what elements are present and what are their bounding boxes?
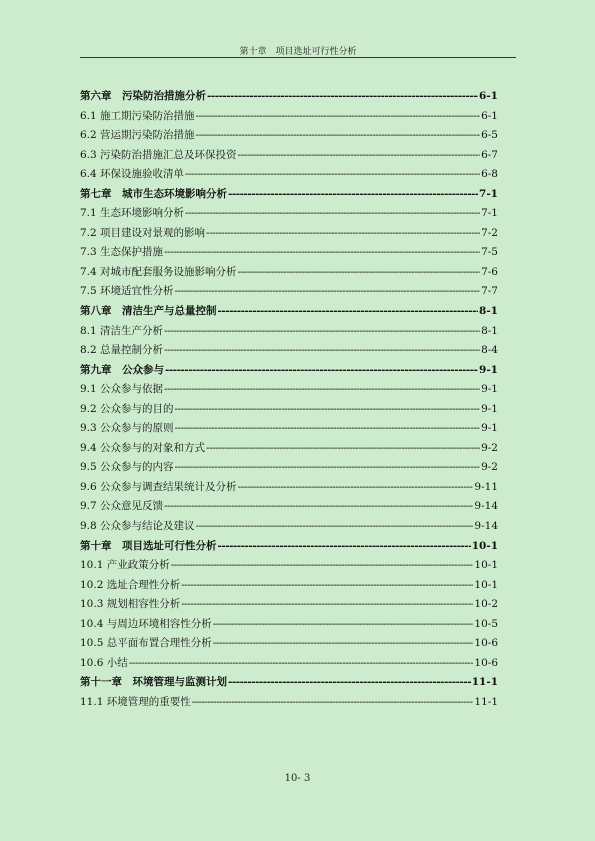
toc-leader-dots: [175, 422, 481, 434]
toc-chapter-entry[interactable]: [80, 303, 498, 323]
toc-entry-title: 6.4 环保设施验收清单: [80, 168, 185, 181]
toc-section-entry[interactable]: [80, 264, 498, 284]
toc-entry-title: 9.1 公众参与依据: [80, 383, 164, 396]
toc-entry-page: 7-1: [479, 187, 498, 200]
toc-entry-page: 9-2: [481, 461, 498, 474]
toc-entry-page: 9-1: [481, 402, 498, 415]
toc-leader-dots: [218, 305, 479, 317]
toc-section-entry[interactable]: [80, 518, 498, 538]
toc-leader-dots: [196, 110, 481, 122]
toc-leader-dots: [196, 520, 474, 532]
toc-entry-page: 10-6: [474, 637, 498, 650]
toc-section-entry[interactable]: [80, 577, 498, 597]
toc-leader-dots: [238, 149, 481, 161]
toc-leader-dots: [218, 540, 471, 552]
toc-section-entry[interactable]: [80, 127, 498, 147]
toc-leader-dots: [207, 90, 478, 102]
toc-chapter-entry[interactable]: [80, 538, 498, 558]
toc-section-entry[interactable]: [80, 205, 498, 225]
toc-section-entry[interactable]: [80, 108, 498, 128]
toc-leader-dots: [238, 266, 481, 278]
toc-leader-dots: [196, 129, 481, 141]
toc-entry-title: 6.1 施工期污染防治措施: [80, 109, 195, 122]
toc-section-entry[interactable]: [80, 283, 498, 303]
toc-entry-title: 7.1 生态环境影响分析: [80, 207, 185, 220]
toc-entry-page: 7-2: [481, 226, 498, 239]
toc-entry-title: 第九章 公众参与: [80, 363, 164, 376]
toc-entry-title: 9.3 公众参与的原则: [80, 422, 174, 435]
toc-leader-dots: [213, 637, 474, 649]
toc-entry-page: 8-1: [479, 305, 498, 318]
toc-entry-page: 11-1: [474, 695, 498, 708]
toc-leader-dots: [129, 657, 474, 669]
toc-leader-dots: [185, 168, 480, 180]
toc-section-entry[interactable]: [80, 635, 498, 655]
toc-leader-dots: [164, 246, 480, 258]
toc-entry-title: 第十一章 环境管理与监测计划: [80, 676, 227, 689]
toc-entry-title: 8.2 总量控制分析: [80, 344, 164, 357]
toc-entry-title: 6.2 营运期污染防治措施: [80, 129, 195, 142]
toc-entry-title: 10.5 总平面布置合理性分析: [80, 637, 212, 650]
header-divider: [80, 57, 516, 58]
toc-section-entry[interactable]: [80, 655, 498, 675]
toc-entry-title: 9.2 公众参与的目的: [80, 402, 174, 415]
table-of-contents: [80, 88, 498, 714]
toc-section-entry[interactable]: [80, 166, 498, 186]
toc-leader-dots: [171, 559, 474, 571]
toc-entry-page: 10-1: [474, 559, 498, 572]
toc-entry-title: 7.3 生态保护措施: [80, 246, 164, 259]
toc-leader-dots: [175, 403, 481, 415]
toc-section-entry[interactable]: [80, 323, 498, 343]
toc-entry-page: 6-7: [481, 148, 498, 161]
toc-section-entry[interactable]: [80, 440, 498, 460]
toc-entry-page: 9-11: [474, 480, 498, 493]
toc-leader-dots: [165, 364, 478, 376]
toc-entry-page: 8-4: [481, 344, 498, 357]
toc-entry-page: 7-7: [481, 285, 498, 298]
toc-leader-dots: [175, 285, 481, 297]
toc-entry-title: 10.4 与周边环境相容性分析: [80, 617, 212, 630]
toc-section-entry[interactable]: [80, 459, 498, 479]
toc-section-entry[interactable]: [80, 596, 498, 616]
toc-entry-page: 10-6: [474, 656, 498, 669]
toc-entry-page: 10-1: [474, 578, 498, 591]
toc-section-entry[interactable]: [80, 225, 498, 245]
toc-entry-page: 10-5: [474, 617, 498, 630]
toc-entry-page: 9-14: [474, 520, 498, 533]
toc-entry-page: 9-14: [474, 500, 498, 513]
page-header-title: 第十章 项目选址可行性分析: [239, 47, 357, 57]
toc-entry-page: 6-1: [479, 90, 498, 102]
toc-section-entry[interactable]: [80, 694, 498, 714]
toc-chapter-entry[interactable]: [80, 186, 498, 206]
toc-entry-title: 10.2 选址合理性分析: [80, 578, 181, 591]
toc-entry-title: 第六章 污染防治措施分析: [80, 90, 206, 102]
toc-leader-dots: [164, 383, 480, 395]
toc-entry-title: 9.7 公众意见反馈: [80, 500, 164, 513]
toc-entry-page: 9-1: [481, 383, 498, 396]
toc-entry-page: 8-1: [481, 324, 498, 337]
page-number: 10- 3: [284, 773, 311, 784]
toc-leader-dots: [238, 481, 474, 493]
toc-leader-dots: [213, 618, 474, 630]
toc-entry-page: 6-5: [481, 129, 498, 142]
toc-leader-dots: [206, 442, 480, 454]
toc-entry-title: 9.4 公众参与的对象和方式: [80, 441, 206, 454]
toc-leader-dots: [164, 325, 480, 337]
toc-chapter-entry[interactable]: [80, 88, 498, 108]
toc-entry-title: 7.4 对城市配套服务设施影响分析: [80, 265, 237, 278]
toc-section-entry[interactable]: [80, 381, 498, 401]
toc-entry-title: 7.5 环境适宜性分析: [80, 285, 174, 298]
toc-section-entry[interactable]: [80, 616, 498, 636]
toc-entry-title: 9.6 公众参与调查结果统计及分析: [80, 480, 237, 493]
toc-entry-title: 9.5 公众参与的内容: [80, 461, 174, 474]
toc-section-entry[interactable]: [80, 401, 498, 421]
toc-entry-page: 9-2: [481, 441, 498, 454]
toc-section-entry[interactable]: [80, 420, 498, 440]
toc-leader-dots: [181, 579, 473, 591]
toc-leader-dots: [175, 461, 481, 473]
toc-entry-title: 8.1 清洁生产分析: [80, 324, 164, 337]
toc-leader-dots: [206, 227, 480, 239]
toc-section-entry[interactable]: [80, 244, 498, 264]
toc-entry-title: 第十章 项目选址可行性分析: [80, 539, 217, 552]
toc-entry-title: 6.3 污染防治措施汇总及环保投资: [80, 148, 237, 161]
toc-entry-page: 9-1: [481, 422, 498, 435]
toc-entry-page: 6-8: [481, 168, 498, 181]
toc-entry-title: 10.6 小结: [80, 656, 128, 669]
toc-entry-title: 11.1 环境管理的重要性: [80, 695, 191, 708]
toc-entry-title: 7.2 项目建设对景观的影响: [80, 226, 206, 239]
toc-entry-page: 10-1: [471, 539, 498, 552]
toc-leader-dots: [228, 676, 471, 688]
toc-section-entry[interactable]: [80, 498, 498, 518]
toc-chapter-entry[interactable]: [80, 362, 498, 382]
toc-leader-dots: [192, 696, 474, 708]
toc-entry-page: 10-2: [474, 598, 498, 611]
toc-entry-page: 9-1: [479, 363, 498, 376]
toc-section-entry[interactable]: [80, 147, 498, 167]
toc-leader-dots: [164, 344, 480, 356]
toc-entry-page: 6-1: [481, 109, 498, 122]
toc-section-entry[interactable]: [80, 557, 498, 577]
toc-entry-title: 第七章 城市生态环境影响分析: [80, 187, 227, 200]
toc-leader-dots: [185, 207, 480, 219]
toc-leader-dots: [181, 598, 473, 610]
toc-entry-page: 7-5: [481, 246, 498, 259]
toc-entry-title: 第八章 清洁生产与总量控制: [80, 305, 217, 318]
toc-chapter-entry[interactable]: [80, 674, 498, 694]
toc-entry-title: 10.1 产业政策分析: [80, 559, 170, 572]
toc-entry-page: 7-6: [481, 265, 498, 278]
toc-section-entry[interactable]: [80, 342, 498, 362]
toc-leader-dots: [228, 188, 478, 200]
toc-section-entry[interactable]: [80, 479, 498, 499]
toc-entry-title: 9.8 公众参与结论及建议: [80, 520, 195, 533]
toc-entry-page: 11-1: [471, 676, 498, 689]
toc-entry-title: 10.3 规划相容性分析: [80, 598, 181, 611]
toc-entry-page: 7-1: [481, 207, 498, 220]
toc-leader-dots: [164, 500, 473, 512]
